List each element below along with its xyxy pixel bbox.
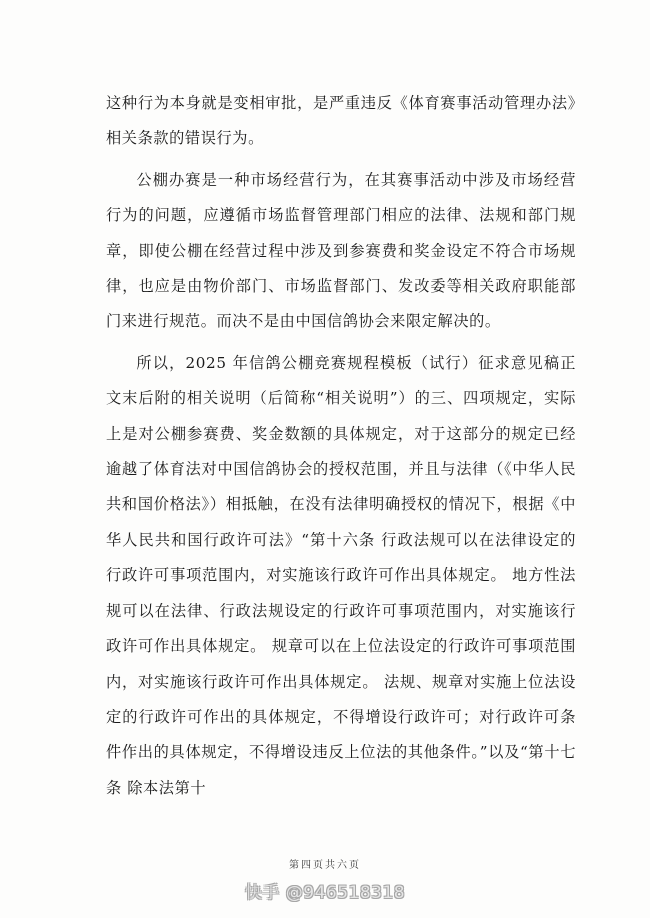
paragraph-1: 这种行为本身就是变相审批，是严重违反《体育赛事活动管理办法》相关条款的错误行为。: [106, 94, 576, 148]
document-body: [106, 86, 576, 812]
watermark: 快手 @946518318: [244, 883, 406, 903]
page-number: 第四页共六页: [289, 860, 361, 871]
paragraph-3: 所以，2025 年信鸽公棚竞赛规程模板（试行）征求意见稿正文末后附的相关说明（后简称“相关说明”）的三、四项规定，实际上是对公棚参赛费、奖金数额的具体规定，对于这部分的规定已经逾越了体育法对中国信鸽协会的授权范围，并且与法律（《中华人民共和国价格法》）相抵触，在没有法律明确授权的情况下，根据《中华人民共和国行政许可法》“第十六条 行政法规可以在法律设定的行政许可事项范围内，对实施该行政许可作出具体规定。 地方性法规可以在法律、行政法规设定的行政许可事项范围内，对实施该行政许可作出具体规定。 规章可以在上位法设定的行政许可事项范围内，对实施该行政许可作出具体规定。 法规、规章对实施上位法设定的行政许可作出的具体规定，不得增设行政许可；对行政许可条件作出的具体规定，不得增设违反上位法的其他条件。”以及“第十七条 除本法第十: [106, 353, 576, 797]
paragraph-2: 公棚办赛是一种市场经营行为，在其赛事活动中涉及市场经营行为的问题，应遵循市场监督管理部门相应的法律、法规和部门规章，即使公棚在经营过程中涉及到参赛费和奖金设定不符合市场规律，也应是由物价部门、市场监督部门、发改委等相关政府职能部门来进行规范。而决不是由中国信鸽协会来限定解决的。: [106, 170, 576, 331]
